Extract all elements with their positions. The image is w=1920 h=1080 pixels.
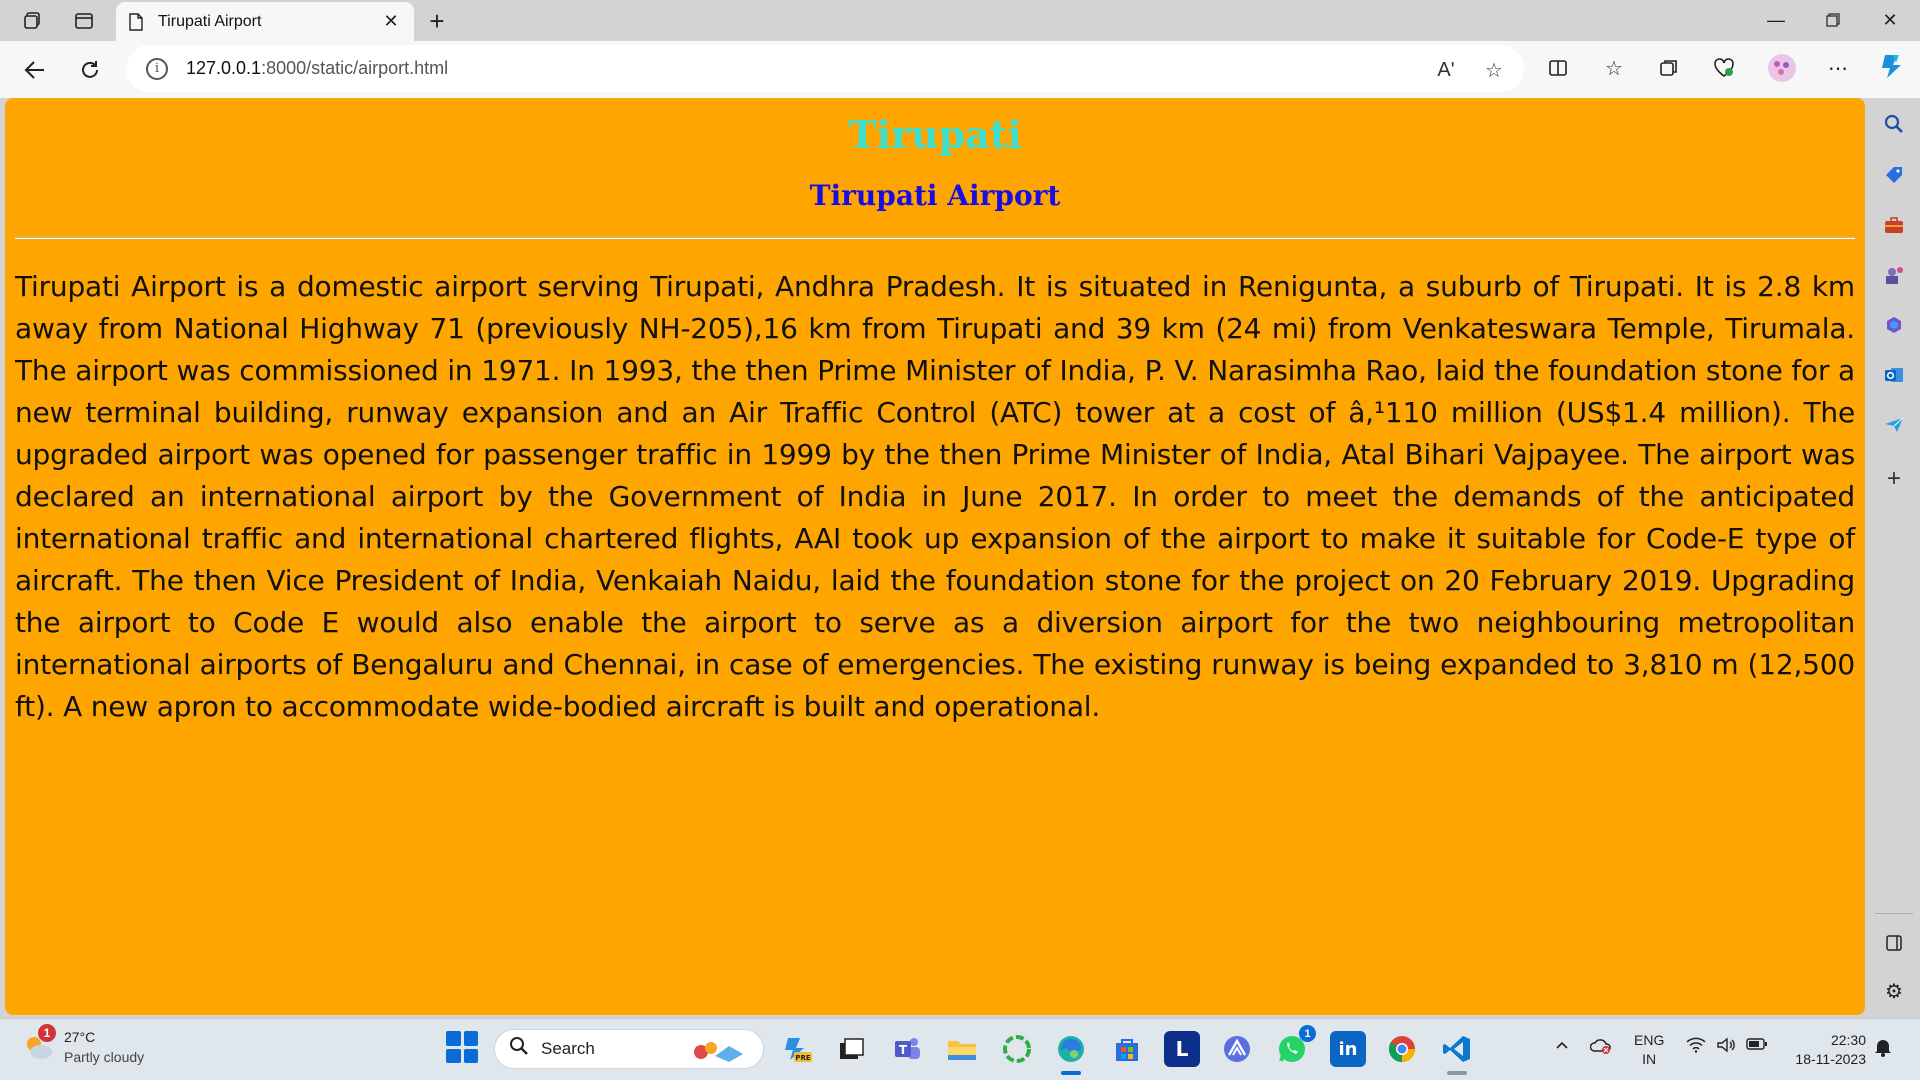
url-host: 127.0.0.1: [186, 58, 262, 78]
favorites-icon[interactable]: ☆: [1605, 57, 1623, 80]
sync-app-icon[interactable]: [999, 1031, 1035, 1067]
maximize-button[interactable]: [1805, 0, 1861, 40]
minimize-button[interactable]: —: [1767, 9, 1785, 30]
search-icon: [509, 1036, 529, 1062]
page-subtitle: Tirupati Airport: [809, 179, 1061, 212]
clock-date: 18-11-2023: [1795, 1051, 1866, 1067]
arc-app-icon[interactable]: [1219, 1031, 1255, 1067]
weather-widget[interactable]: [22, 1027, 144, 1067]
browser-essentials-icon[interactable]: [1707, 51, 1741, 85]
url-path: :8000/static/airport.html: [261, 58, 449, 78]
horizontal-rule: [15, 237, 1855, 239]
region-code: IN: [1642, 1051, 1657, 1067]
split-screen-icon[interactable]: [1541, 51, 1575, 85]
system-clock[interactable]: [1784, 1031, 1866, 1069]
vertical-tabs-icon[interactable]: [69, 6, 99, 36]
page-icon: [128, 13, 144, 31]
shopping-tag-icon[interactable]: [1879, 160, 1909, 190]
drop-icon[interactable]: [1879, 410, 1909, 440]
tab-bar: [0, 0, 1920, 41]
search-icon[interactable]: [1879, 109, 1909, 139]
microsoft-store-icon[interactable]: [1109, 1031, 1145, 1067]
open-app-indicator: [1447, 1071, 1467, 1075]
site-info-icon[interactable]: i: [146, 58, 168, 80]
whatsapp-icon[interactable]: [1274, 1027, 1311, 1067]
clock-time: 22:30: [1830, 1032, 1866, 1048]
games-icon[interactable]: [1879, 260, 1909, 290]
workspaces-icon[interactable]: [18, 6, 48, 36]
language-code: ENG: [1634, 1032, 1665, 1048]
more-options-icon[interactable]: ⋯: [1828, 57, 1848, 80]
article-paragraph: Tirupati Airport is a domestic airport serving Tirupati, Andhra Pradesh. It is situated in Renigunta, a suburb of Tirupati. It is 2.8 km away from National Highway 71 (previously NH-205),16 km from Tirupati and 39 km (24 mi) from Venkateswara Temple, Tirumala. The airport was commissioned in 1971. In 1993, the then Prime Minister of India, P. V. Narasimha Rao, laid the foundation stone for a new terminal building, runway expansion and an Air Traffic Control (ATC) tower at a cost of â,¹110 million (US$1.4 million). The upgraded airport was opened for passenger traffic in 1999 by the then Prime Minister of India, Atal Bihari Vajpayee. The airport was declared an international airport by the Government of India in June 2017. In order to meet the demands of the anticipated international traffic and international chartered flights, AAI took up expansion of the airport to make it suitable for Code-E type of aircraft. The then Vice President of India, Venkaiah Naidu, laid the foundation stone for the project on 20 February 2019. Upgrading the airport to Code E would also enable the airport to serve as a diversion airport for the two neighbouring metropolitan international airports of Bengaluru and Chennai, in case of emergencies. The existing runway is being expanded to 3,810 m (12,500 ft). A new apron to accommodate wide-bodied aircraft is built and operational.: [15, 270, 1855, 723]
weather-notification-badge: 1: [38, 1024, 56, 1042]
teams-icon[interactable]: [889, 1031, 925, 1067]
copilot-preview-app-icon[interactable]: [780, 1031, 816, 1067]
new-tab-button[interactable]: +: [429, 5, 445, 36]
edge-browser-icon[interactable]: [1053, 1031, 1089, 1067]
chevron-up-icon[interactable]: [1554, 1037, 1570, 1058]
read-aloud-icon[interactable]: Aʹ: [1437, 58, 1455, 81]
copilot-icon[interactable]: [1875, 49, 1909, 83]
weather-temperature: 27°C: [64, 1029, 96, 1045]
language-indicator[interactable]: [1634, 1031, 1664, 1069]
favorite-star-icon[interactable]: ☆: [1485, 59, 1503, 82]
taskbar: [0, 1018, 1920, 1080]
volume-icon[interactable]: [1716, 1037, 1736, 1058]
outlook-icon[interactable]: [1879, 360, 1909, 390]
collections-icon[interactable]: [1652, 51, 1686, 85]
search-highlight-icon: [687, 1036, 751, 1070]
l-app-icon[interactable]: L: [1164, 1031, 1200, 1067]
hide-sidebar-icon[interactable]: [1879, 928, 1909, 958]
task-view-icon[interactable]: [833, 1031, 869, 1067]
notification-bell-icon[interactable]: [1874, 1037, 1892, 1062]
tools-icon[interactable]: [1879, 210, 1909, 240]
close-window-button[interactable]: ✕: [1882, 9, 1898, 30]
svg-text:T: T: [898, 1043, 908, 1057]
svg-text:PRE: PRE: [795, 1054, 811, 1062]
partly-cloudy-icon: [22, 1026, 56, 1064]
edge-sidebar: [1867, 98, 1920, 1015]
taskbar-search[interactable]: [494, 1029, 764, 1069]
add-sidebar-app-icon[interactable]: +: [1886, 465, 1901, 492]
active-tab[interactable]: [116, 2, 414, 41]
weather-description: Partly cloudy: [64, 1049, 145, 1065]
navigation-bar: [0, 41, 1920, 98]
refresh-button[interactable]: [71, 51, 109, 89]
linkedin-icon[interactable]: in: [1330, 1031, 1366, 1067]
search-label: Search: [541, 1039, 595, 1058]
microsoft-365-icon[interactable]: [1879, 310, 1909, 340]
onedrive-offline-icon[interactable]: [1590, 1037, 1612, 1060]
page-viewport: [5, 98, 1865, 1015]
close-tab-icon[interactable]: ✕: [383, 11, 399, 31]
url-text[interactable]: [186, 58, 448, 79]
active-app-indicator: [1061, 1071, 1081, 1075]
profile-avatar[interactable]: [1765, 51, 1799, 85]
address-bar[interactable]: [126, 45, 1524, 92]
tab-title: Tirupati Airport: [158, 12, 262, 30]
file-explorer-icon[interactable]: [944, 1031, 980, 1067]
sidebar-divider: [1875, 913, 1913, 914]
sidebar-settings-gear-icon[interactable]: ⚙: [1885, 980, 1903, 1003]
start-button[interactable]: [446, 1031, 478, 1063]
page-title: Tirupati: [848, 112, 1022, 157]
whatsapp-notification-badge: 1: [1299, 1025, 1316, 1042]
vscode-icon[interactable]: [1439, 1031, 1475, 1067]
chrome-icon[interactable]: [1384, 1031, 1420, 1067]
back-button[interactable]: [16, 51, 54, 89]
battery-icon[interactable]: [1746, 1037, 1768, 1056]
wifi-icon[interactable]: [1686, 1037, 1706, 1058]
